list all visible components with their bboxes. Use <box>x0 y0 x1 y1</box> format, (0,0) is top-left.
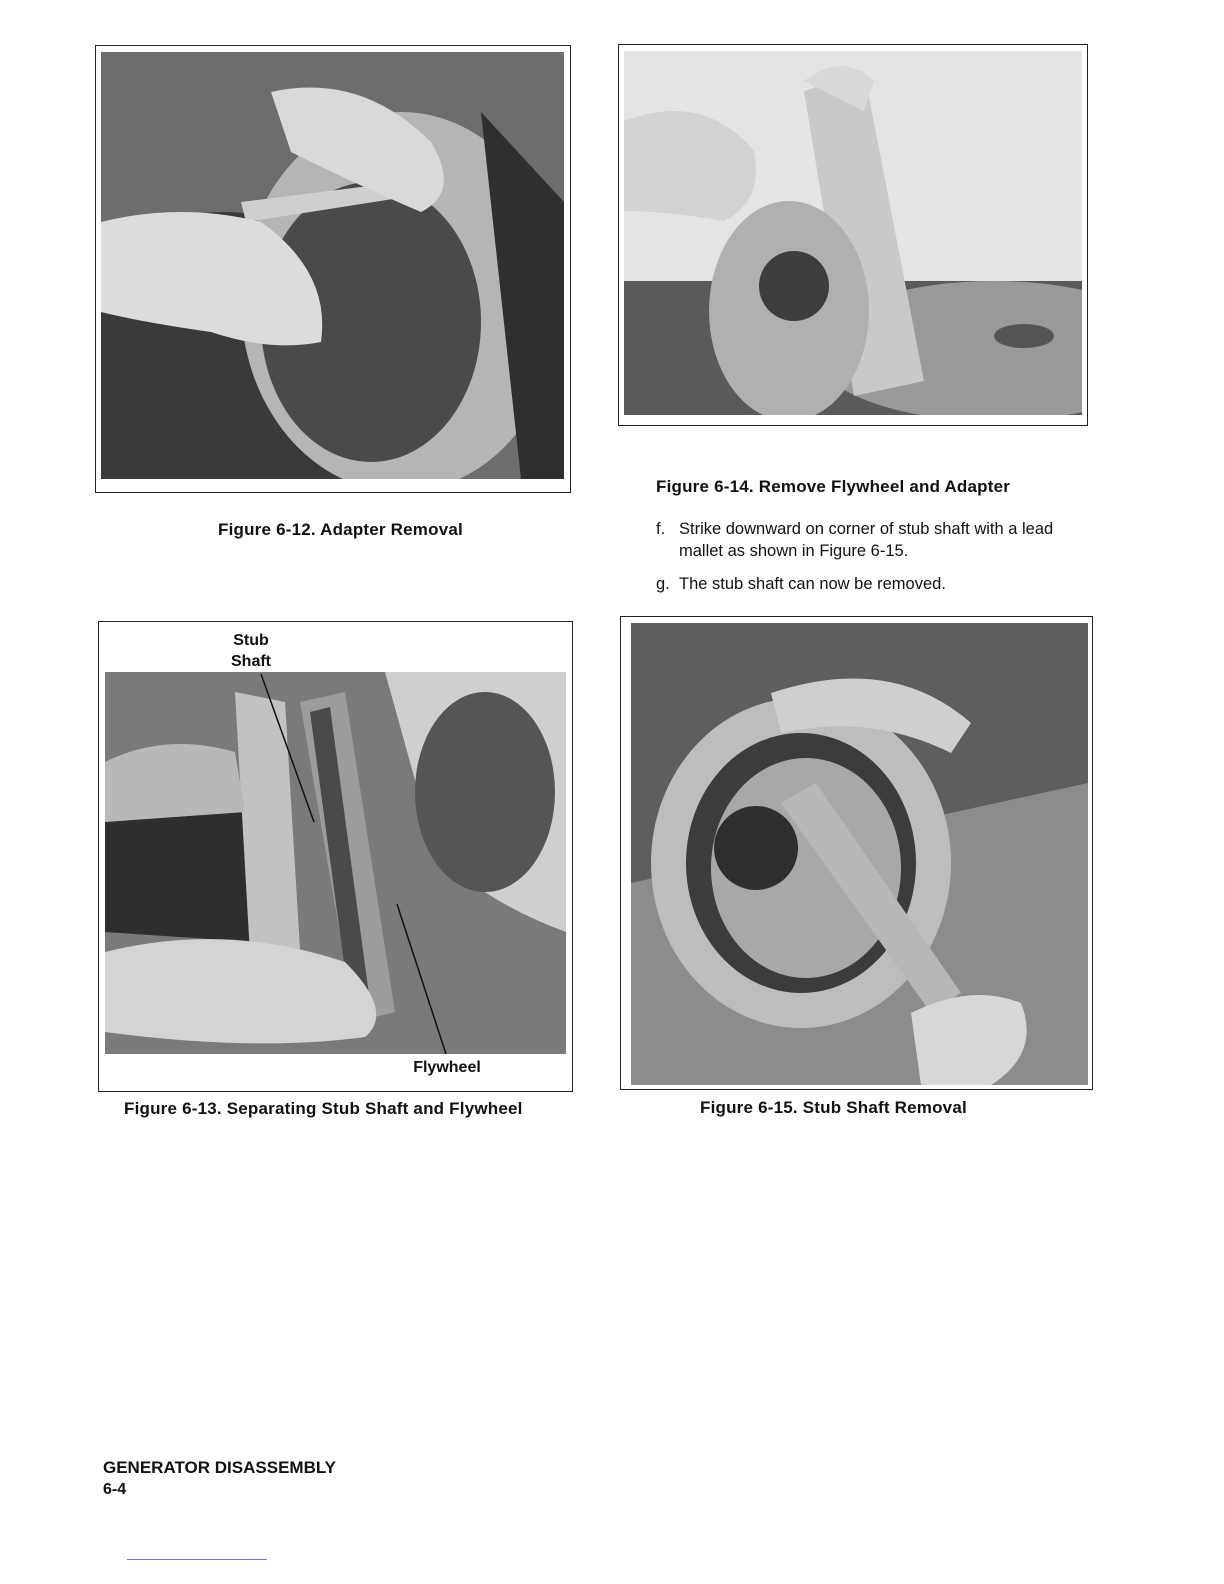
figure-6-12-frame <box>95 45 571 493</box>
step-g <box>656 573 1096 595</box>
stub-shaft-label-line2: Shaft <box>231 653 271 670</box>
stub-shaft-label <box>227 630 275 672</box>
flywheel-adapter-photo <box>624 51 1082 415</box>
step-f-letter: f. <box>656 520 666 538</box>
figure-6-13-caption: Figure 6-13. Separating Stub Shaft and Flywheel <box>124 1099 523 1118</box>
stub-shaft-label-line1: Stub <box>233 632 269 649</box>
step-g-letter: g. <box>656 575 670 593</box>
flywheel-leader-line <box>397 904 446 1054</box>
figure-6-14-frame <box>618 44 1088 426</box>
figure-6-14-caption: Figure 6-14. Remove Flywheel and Adapter <box>656 477 1011 496</box>
figure-6-15-caption: Figure 6-15. Stub Shaft Removal <box>700 1098 967 1117</box>
adapter-removal-photo <box>101 52 564 479</box>
step-f-text: Strike downward on corner of stub shaft with a lead mallet as shown in Figure 6-15. <box>679 520 1054 560</box>
callout-lines <box>99 622 574 1093</box>
figure-6-12-caption: Figure 6-12. Adapter Removal <box>218 520 463 539</box>
figure-6-13-frame <box>98 621 573 1092</box>
flywheel-label: Flywheel <box>402 1057 492 1078</box>
footer-rule <box>127 1559 267 1560</box>
figure-6-15-frame <box>620 616 1093 1090</box>
footer-section-title: GENERATOR DISASSEMBLY <box>103 1458 337 1477</box>
step-f <box>656 518 1096 562</box>
footer-page-number: 6-4 <box>103 1481 127 1498</box>
stub-shaft-leader-line <box>261 674 314 822</box>
step-g-text: The stub shaft can now be removed. <box>679 575 946 593</box>
stub-shaft-removal-photo <box>631 623 1088 1085</box>
